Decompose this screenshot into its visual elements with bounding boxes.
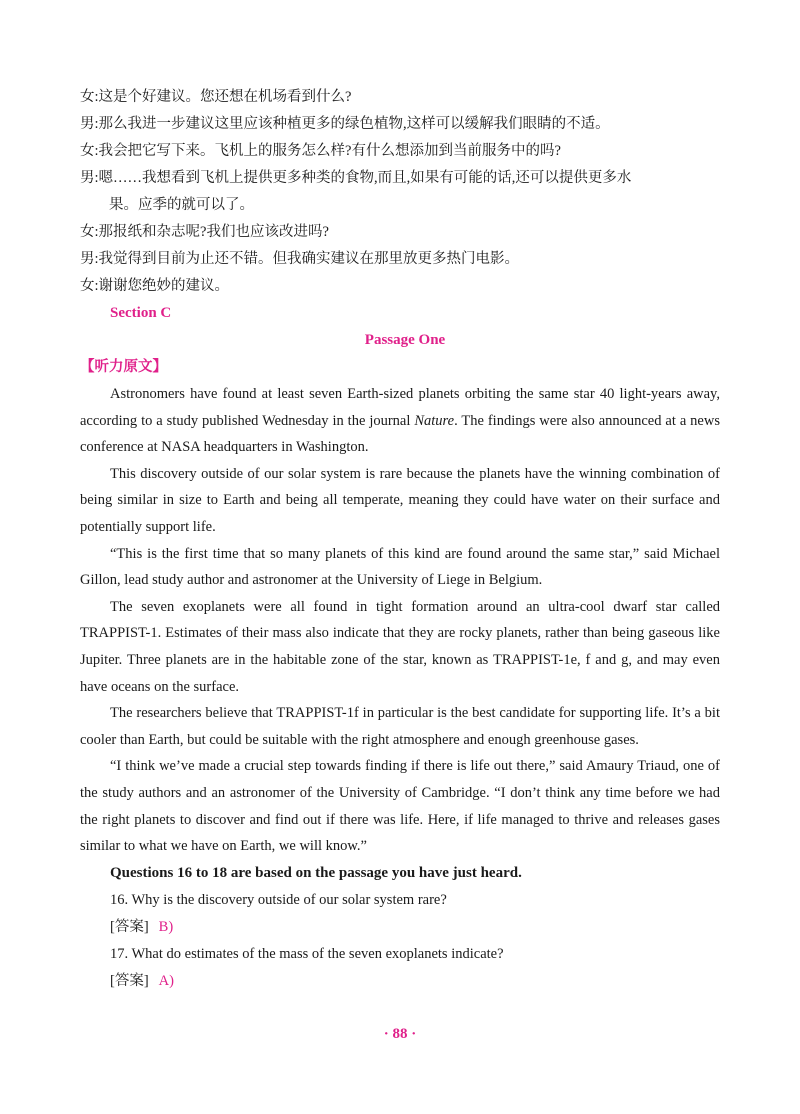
page-content bbox=[80, 84, 720, 995]
dialogue-line-7: 女:谢谢您绝妙的建议。 bbox=[80, 278, 230, 294]
dialogue-line-2: 男:那么我进一步建议这里应该种植更多的绿色植物,这样可以缓解我们眼睛的不适。 bbox=[80, 116, 610, 132]
paragraph-1-end: . The findings were also announced at a news conference at NASA headquarters in Washington. bbox=[80, 412, 720, 456]
answer-label: [答案] bbox=[110, 972, 149, 989]
passage-title: Passage One bbox=[364, 332, 446, 348]
answer-label: [答案] bbox=[110, 918, 149, 935]
paragraph-5: The researchers believe that TRAPPIST-1f in particular is the best candidate for supporting life. It’s a bit cooler than Earth, but could be suitable with the right atmosphere and enough greenhouse gases. bbox=[80, 705, 720, 748]
paragraph-3: “This is the first time that so many planets of this kind are found around the same star,” said Michael Gillon, lead study author and astronomer at the University of Liege in Belgium. bbox=[80, 545, 720, 589]
dialogue-line-4: 男:嗯……我想看到飞机上提供更多种类的食物,而且,如果有可能的话,还可以提供更多水 bbox=[80, 170, 632, 186]
dialogue-line-3: 女:我会把它写下来。飞机上的服务怎么样?有什么想添加到当前服务中的吗? bbox=[80, 143, 561, 159]
questions-heading: Questions 16 to 18 are based on the passage you have just heard. bbox=[110, 864, 522, 881]
dialogue-line-5: 女:那报纸和杂志呢?我们也应该改进吗? bbox=[80, 224, 329, 240]
transcript-label: 【听力原文】 bbox=[80, 359, 167, 375]
paragraph-4: The seven exoplanets were all found in tight formation around an ultra-cool dwarf star called TRAPPIST-1. Estimates of their mass also indicate that they are rocky planets, rather than being gaseous like Jupiter. Three planets are in the habitable zone of the star, known as TRAPPIST-1e, f and g, and may even have oceans on the surface. bbox=[80, 598, 720, 695]
question-16: 16. Why is the discovery outside of our solar system rare? bbox=[110, 891, 447, 908]
dialogue-line-4-continued: 果。应季的就可以了。 bbox=[109, 197, 254, 213]
answer-16 bbox=[80, 914, 720, 941]
paragraph-1-start: Astronomers have found at least seven Earth-sized planets orbiting the same star 40 light-years away, according to a study published Wednesday in the journal bbox=[80, 386, 720, 429]
dialogue-line-1: 女:这是个好建议。您还想在机场看到什么? bbox=[80, 89, 352, 105]
paragraph-1 bbox=[80, 381, 720, 461]
dialogue-line-6: 男:我觉得到目前为止还不错。但我确实建议在那里放更多热门电影。 bbox=[80, 251, 520, 267]
answer-value: A) bbox=[158, 972, 174, 989]
section-heading: Section C bbox=[110, 305, 172, 321]
paragraph-2: This discovery outside of our solar system is rare because the planets have the winning combination of being similar in size to Earth and being all temperate, meaning they could have water on their surface and potentially support life. bbox=[80, 465, 720, 535]
paragraph-6: “I think we’ve made a crucial step towards finding if there is life out there,” said Amaury Triaud, one of the study authors and an astronomer of the University of Cambridge. “I don’t think any time before we had the right planets to discover and find out if there was life. Here, if life managed to thrive and releases gases similar to what we have on Earth, we will know.” bbox=[80, 758, 720, 855]
page-number: · 88 · bbox=[383, 1026, 417, 1042]
answer-value: B) bbox=[158, 918, 174, 935]
answer-17 bbox=[80, 968, 720, 995]
question-17: 17. What do estimates of the mass of the seven exoplanets indicate? bbox=[110, 945, 504, 962]
journal-name: Nature bbox=[414, 412, 455, 429]
